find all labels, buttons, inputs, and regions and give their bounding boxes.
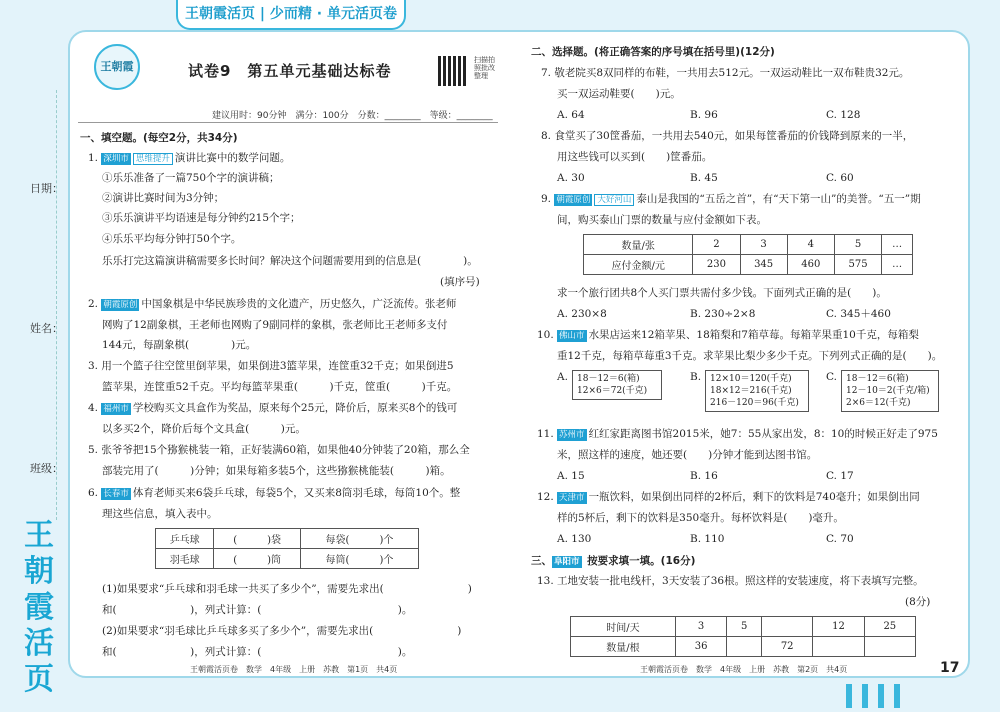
q9-option-b[interactable]: B. 230÷2×8 bbox=[690, 308, 756, 320]
q10-box-a: 18－12＝6(箱) 12×6＝72(千克) bbox=[572, 370, 662, 400]
table-cell: 4 bbox=[787, 235, 834, 255]
date-label: 日期： bbox=[30, 182, 63, 195]
question-13: 13. 工地安装一批电线杆，3天安装了36根。照这样的安装速度，将下表填写完整。 bbox=[537, 575, 924, 587]
q1-info-1: ①乐乐准备了一篇750个字的演讲稿； bbox=[102, 172, 280, 184]
q1-info-4: ④乐乐平均每分钟打50个字。 bbox=[102, 233, 242, 245]
table-cell[interactable]: ( )袋 bbox=[214, 529, 301, 549]
table-cell: 数量/根 bbox=[571, 637, 676, 657]
type-tag: 思维提升 bbox=[133, 153, 173, 165]
region-tag: 长春市 bbox=[103, 489, 129, 499]
table-cell[interactable] bbox=[813, 637, 864, 657]
publisher-logo: 王朝霞 bbox=[94, 44, 140, 90]
table-cell[interactable]: 每筒( )个 bbox=[300, 549, 418, 569]
footer-left: 王朝霞活页卷 数学 4年级 上册 苏教 第1页 共4页 bbox=[190, 665, 398, 674]
divider bbox=[78, 122, 498, 123]
q12-option-a[interactable]: A. 130 bbox=[557, 533, 592, 545]
region-tag: 朝霞原创 bbox=[103, 300, 138, 310]
question-12: 12. 天津市 一瓶饮料，如果倒出同样的2杯后，剩下的饮料是740毫升；如果倒出同 bbox=[537, 491, 920, 503]
question-4: 4. 福州市 学校购买文具盒作为奖品，原来每个25元，降价后，原来买8个的钱可 bbox=[88, 402, 458, 414]
table-cell: 25 bbox=[864, 617, 915, 637]
table-cell[interactable] bbox=[864, 637, 915, 657]
table-cell: 36 bbox=[675, 637, 726, 657]
table-cell[interactable] bbox=[762, 617, 813, 637]
question-10: 10. 佛山市 水果店运来12箱苹果、18箱梨和7箱草莓。每箱苹果重10千克，每箱梨 bbox=[537, 329, 919, 341]
table-cell: 5 bbox=[727, 617, 762, 637]
type-tag: 大好河山 bbox=[594, 194, 634, 206]
question-11: 11. 苏州市 红红家距离图书馆2015米，她7：55从家出发，8：10的时候正好走了975 bbox=[537, 428, 938, 440]
q8-option-a[interactable]: A. 30 bbox=[557, 172, 585, 184]
table-cell[interactable]: 每袋( )个 bbox=[300, 529, 418, 549]
table-cell: 应付金额/元 bbox=[584, 255, 693, 275]
q10-option-a[interactable]: A. bbox=[557, 371, 568, 383]
question-3: 3. 用一个篮子往空筐里倒苹果，如果倒进3篮苹果，连筐重32千克；如果倒进5 bbox=[88, 360, 454, 372]
table-cell: … bbox=[882, 235, 913, 255]
q6-line-2: 理这些信息，填入表中。 bbox=[102, 508, 218, 520]
footer-right: 王朝霞活页卷 数学 4年级 上册 苏教 第2页 共4页 bbox=[640, 665, 848, 674]
question-5: 5. 张爷爷把15个猕猴桃装一箱，正好装满60箱，如果他40分钟装了20箱，那么全 bbox=[88, 444, 470, 456]
q10-line-2: 重12千克，每箱草莓重3千克。求苹果比梨少多少千克。下列列式正确的是( )。 bbox=[557, 350, 943, 362]
table-cell: 数量/张 bbox=[584, 235, 693, 255]
paper-header bbox=[78, 38, 498, 112]
region-tag: 佛山市 bbox=[559, 331, 585, 341]
table-cell: 230 bbox=[693, 255, 740, 275]
q6-sub-1b: 和( )，列式计算：( )。 bbox=[102, 604, 413, 616]
q10-option-b[interactable]: B. bbox=[690, 371, 702, 383]
name-label: 姓名： bbox=[30, 322, 63, 335]
question-7: 7. 敬老院买8双同样的布鞋，一共用去512元。一双运动鞋比一双布鞋贵32元。 bbox=[541, 67, 910, 79]
q2-line-3: 144元，每副象棋( )元。 bbox=[102, 339, 257, 351]
table-row bbox=[156, 529, 419, 549]
q4-line-2: 以多买2个，降价后每个文具盒( )元。 bbox=[102, 423, 306, 435]
q5-line-2: 部装完用了( )分钟；如果每箱多装5个，这些猕猴桃能装( )箱。 bbox=[102, 465, 451, 477]
q7-option-a[interactable]: A. 64 bbox=[557, 109, 585, 121]
decorative-ticks bbox=[846, 684, 916, 708]
table-cell: 3 bbox=[740, 235, 787, 255]
q9-option-c[interactable]: C. 345＋460 bbox=[826, 308, 891, 320]
question-2: 2. 朝霞原创 中国象棋是中华民族珍贵的文化遗产，历史悠久，广泛流传。张老师 bbox=[88, 298, 457, 310]
table-cell: 575 bbox=[834, 255, 881, 275]
q1-hint: (填序号) bbox=[440, 276, 480, 288]
table-cell: 2 bbox=[693, 235, 740, 255]
page-number: 17 bbox=[940, 660, 960, 676]
q10-option-c[interactable]: C. bbox=[826, 371, 837, 383]
table-cell: 羽毛球 bbox=[156, 549, 214, 569]
page-title: 试卷9 第五单元基础达标卷 bbox=[188, 62, 392, 80]
q6-sub-2: (2)如果要求“羽毛球比乒乓球多买了多少个”，需要先求出( ) bbox=[102, 625, 462, 637]
header-banner: 王朝霞活页 | 少而精 · 单元活页卷 bbox=[176, 0, 406, 30]
region-tag: 福州市 bbox=[103, 404, 129, 414]
section-2-heading: 二、选择题。(将正确答案的序号填在括号里)(12分) bbox=[531, 46, 775, 58]
region-tag: 朝霞原创 bbox=[556, 195, 591, 205]
q1-info-2: ②演讲比赛时间为3分钟； bbox=[102, 192, 225, 204]
table-cell: 5 bbox=[834, 235, 881, 255]
q10-box-c: 18－12＝6(箱) 12－10＝2(千克/箱) 2×6＝12(千克) bbox=[841, 370, 939, 412]
question-9: 9. 朝霞原创 大好河山 泰山是我国的“五岳之首”，有“天下第一山”的美誉。“五一”期 bbox=[541, 193, 921, 205]
section-3-heading: 三、 阜阳市 按要求填一填。(16分) bbox=[531, 555, 696, 567]
table-cell: 12 bbox=[813, 617, 864, 637]
section-1-heading: 一、填空题。(每空2分，共34分) bbox=[80, 132, 238, 144]
class-label: 班级： bbox=[30, 462, 63, 475]
q8-option-c[interactable]: C. 60 bbox=[826, 172, 854, 184]
table-cell: 乒乓球 bbox=[156, 529, 214, 549]
table-row bbox=[156, 549, 419, 569]
brand-logo-text: 王朝霞活页 bbox=[24, 518, 54, 697]
region-tag: 天津市 bbox=[559, 493, 585, 503]
q12-line-2: 样的5杯后，剩下的饮料是350毫升。每杯饮料是( )毫升。 bbox=[557, 512, 844, 524]
q7-option-c[interactable]: C. 128 bbox=[826, 109, 861, 121]
table-cell: 345 bbox=[740, 255, 787, 275]
table-cell: 时间/天 bbox=[571, 617, 676, 637]
question-6: 6. 长春市 体育老师买来6袋乒乓球，每袋5个，又买来8筒羽毛球，每筒10个。整 bbox=[88, 487, 461, 499]
q12-option-c[interactable]: C. 70 bbox=[826, 533, 854, 545]
q1-info-3: ③乐乐演讲平均语速是每分钟约215个字； bbox=[102, 212, 301, 224]
table-row bbox=[571, 617, 916, 637]
q3-line-2: 篮苹果，连筐重52千克。平均每篮苹果重( )千克，筐重( )千克。 bbox=[102, 381, 458, 393]
binding-line bbox=[56, 90, 57, 520]
q7-line-2: 买一双运动鞋要( )元。 bbox=[557, 88, 681, 100]
q6-sub-2b: 和( )，列式计算：( )。 bbox=[102, 646, 413, 658]
exam-meta: 建议用时：90分钟 满分：100分 分数：________ 等级：________ bbox=[212, 111, 493, 121]
qr-caption: 扫描拍照批改整理 bbox=[474, 56, 495, 80]
q9-line-3: 求一个旅行团共8个人买门票共需付多少钱。下面列式正确的是( )。 bbox=[557, 287, 887, 299]
q11-option-a[interactable]: A. 15 bbox=[557, 470, 585, 482]
table-cell: … bbox=[882, 255, 913, 275]
question-1: 1. 深圳市 思维提升 演讲比赛中的数学问题。 bbox=[88, 152, 291, 164]
table-row bbox=[584, 235, 913, 255]
q6-table bbox=[155, 528, 419, 569]
table-cell[interactable] bbox=[727, 637, 762, 657]
region-tag: 阜阳市 bbox=[554, 557, 580, 567]
q11-option-c[interactable]: C. 17 bbox=[826, 470, 854, 482]
q2-line-2: 网购了12副象棋，王老师也网购了9副同样的象棋，张老师比王老师多支付 bbox=[102, 319, 448, 331]
q9-line-2: 间，购买泰山门票的数量与应付金额如下表。 bbox=[557, 214, 767, 226]
q1-question: 乐乐打完这篇演讲稿需要多长时间？解决这个问题需要用到的信息是( )。 bbox=[102, 255, 478, 267]
q13-table bbox=[570, 616, 916, 657]
table-row bbox=[584, 255, 913, 275]
q11-line-2: 米，照这样的速度，她还要( )分钟才能到达图书馆。 bbox=[557, 449, 818, 461]
q12-option-b[interactable]: B. 110 bbox=[690, 533, 725, 545]
q11-option-b[interactable]: B. 16 bbox=[690, 470, 718, 482]
q7-option-b[interactable]: B. 96 bbox=[690, 109, 718, 121]
question-8: 8. 食堂买了30筐番茄，一共用去540元，如果每筐番茄的价钱降到原来的一半， bbox=[541, 130, 914, 142]
qr-code-icon[interactable] bbox=[438, 56, 468, 86]
q9-table bbox=[583, 234, 913, 275]
q10-box-b: 12×10＝120(千克) 18×12＝216(千克) 216－120＝96(千克) bbox=[705, 370, 809, 412]
q9-option-a[interactable]: A. 230×8 bbox=[557, 308, 607, 320]
q8-option-b[interactable]: B. 45 bbox=[690, 172, 718, 184]
table-row bbox=[571, 637, 916, 657]
table-cell[interactable]: ( )筒 bbox=[214, 549, 301, 569]
q6-sub-1: (1)如果要求“乒乓球和羽毛球一共买了多少个”，需要先求出( ) bbox=[102, 583, 472, 595]
table-cell: 460 bbox=[787, 255, 834, 275]
region-tag: 深圳市 bbox=[103, 154, 129, 164]
q8-line-2: 用这些钱可以买到( )筐番茄。 bbox=[557, 151, 713, 163]
table-cell: 3 bbox=[675, 617, 726, 637]
region-tag: 苏州市 bbox=[559, 430, 585, 440]
q13-points: (8分) bbox=[905, 596, 931, 608]
table-cell: 72 bbox=[762, 637, 813, 657]
